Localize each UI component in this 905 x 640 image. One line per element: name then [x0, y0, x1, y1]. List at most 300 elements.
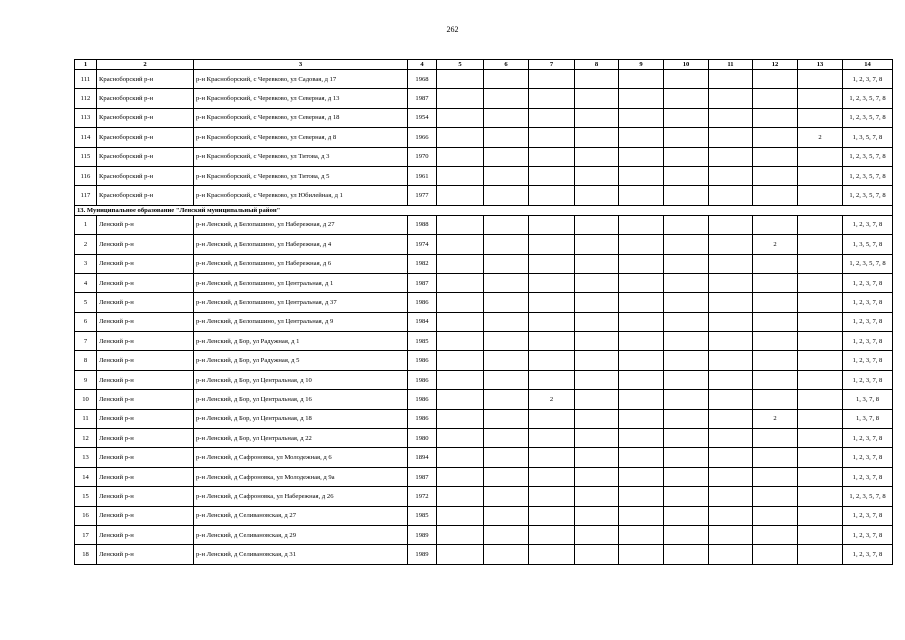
col-8-cell: [575, 370, 619, 389]
col-10-cell: [664, 487, 709, 506]
col-10-cell: [664, 128, 709, 147]
table-row: [75, 293, 893, 312]
year-cell: 1954: [408, 108, 437, 127]
address-cell: р-н Ленский, д Белопашино, ул Набережная, д 27: [194, 215, 408, 234]
address-cell: р-н Красноборский, с Черевково, ул Юбилейная, д 1: [194, 186, 408, 205]
col-11-cell: [709, 525, 753, 544]
measures-cell: 1, 3, 7, 8: [843, 409, 893, 428]
table-row: [75, 351, 893, 370]
col-5-cell: [437, 351, 484, 370]
col-11-cell: [709, 215, 753, 234]
year-cell: 1974: [408, 235, 437, 254]
col-13-cell: [798, 108, 843, 127]
table-row: [75, 186, 893, 205]
col-6-cell: [484, 166, 529, 185]
row-number: 7: [75, 332, 97, 351]
col-13-cell: [798, 429, 843, 448]
row-number: 3: [75, 254, 97, 273]
col-13-cell: [798, 467, 843, 486]
col-5-cell: [437, 235, 484, 254]
col-10-cell: [664, 293, 709, 312]
row-number: 2: [75, 235, 97, 254]
col-6-cell: [484, 448, 529, 467]
col-9-cell: [619, 525, 664, 544]
table-row: [75, 166, 893, 185]
address-cell: р-н Ленский, д Сафроновка, ул Молодежная, д 9а: [194, 467, 408, 486]
col-7-cell: [529, 448, 575, 467]
measures-cell: 1, 2, 3, 5, 7, 8: [843, 147, 893, 166]
row-number: 18: [75, 545, 97, 564]
table-row: [75, 235, 893, 254]
col-12-cell: [753, 332, 798, 351]
col-7-cell: [529, 273, 575, 292]
housing-table: [74, 59, 893, 565]
col-8-cell: [575, 128, 619, 147]
col-11-cell: [709, 390, 753, 409]
col-12-cell: [753, 273, 798, 292]
year-cell: 1966: [408, 128, 437, 147]
measures-cell: 1, 2, 3, 7, 8: [843, 545, 893, 564]
col-13-cell: [798, 506, 843, 525]
table-row: [75, 467, 893, 486]
col-9-cell: [619, 351, 664, 370]
col-11-cell: [709, 147, 753, 166]
col-5-cell: [437, 166, 484, 185]
col-13-cell: 2: [798, 128, 843, 147]
row-number: 15: [75, 487, 97, 506]
col-7-cell: [529, 467, 575, 486]
col-9-cell: [619, 293, 664, 312]
row-number: 17: [75, 525, 97, 544]
address-cell: р-н Красноборский, с Черевково, ул Северная, д 13: [194, 89, 408, 108]
col-9-cell: [619, 273, 664, 292]
col-7-cell: [529, 254, 575, 273]
col-9-cell: [619, 390, 664, 409]
year-cell: 1986: [408, 370, 437, 389]
col-5-cell: [437, 429, 484, 448]
district-cell: Ленский р-н: [97, 312, 194, 331]
col-9-cell: [619, 89, 664, 108]
col-9-cell: [619, 545, 664, 564]
col-10-cell: [664, 147, 709, 166]
measures-cell: 1, 2, 3, 5, 7, 8: [843, 254, 893, 273]
measures-cell: 1, 2, 3, 7, 8: [843, 293, 893, 312]
col-12-cell: [753, 70, 798, 89]
column-header-2: 2: [97, 60, 194, 70]
col-9-cell: [619, 332, 664, 351]
col-7-cell: [529, 487, 575, 506]
col-10-cell: [664, 312, 709, 331]
col-12-cell: [753, 351, 798, 370]
table-row: [75, 128, 893, 147]
row-number: 4: [75, 273, 97, 292]
col-8-cell: [575, 166, 619, 185]
col-11-cell: [709, 487, 753, 506]
table-row: [75, 448, 893, 467]
col-8-cell: [575, 467, 619, 486]
district-cell: Красноборский р-н: [97, 186, 194, 205]
row-number: 114: [75, 128, 97, 147]
row-number: 116: [75, 166, 97, 185]
measures-cell: 1, 3, 5, 7, 8: [843, 235, 893, 254]
col-6-cell: [484, 147, 529, 166]
year-cell: 1968: [408, 70, 437, 89]
col-11-cell: [709, 166, 753, 185]
table-body: [75, 60, 893, 565]
col-11-cell: [709, 448, 753, 467]
address-cell: р-н Красноборский, с Черевково, ул Северная, д 8: [194, 128, 408, 147]
year-cell: 1988: [408, 215, 437, 234]
col-10-cell: [664, 166, 709, 185]
col-13-cell: [798, 487, 843, 506]
measures-cell: 1, 2, 3, 7, 8: [843, 370, 893, 389]
district-cell: Ленский р-н: [97, 370, 194, 389]
measures-cell: 1, 2, 3, 7, 8: [843, 273, 893, 292]
col-7-cell: [529, 312, 575, 331]
col-5-cell: [437, 273, 484, 292]
address-cell: р-н Ленский, д Бор, ул Центральная, д 16: [194, 390, 408, 409]
column-header-13: 13: [798, 60, 843, 70]
col-12-cell: [753, 467, 798, 486]
column-header-1: 1: [75, 60, 97, 70]
col-13-cell: [798, 147, 843, 166]
column-header-7: 7: [529, 60, 575, 70]
address-cell: р-н Ленский, д Сафроновка, ул Молодежная, д 6: [194, 448, 408, 467]
col-6-cell: [484, 293, 529, 312]
col-6-cell: [484, 370, 529, 389]
col-10-cell: [664, 108, 709, 127]
col-10-cell: [664, 448, 709, 467]
col-8-cell: [575, 351, 619, 370]
col-11-cell: [709, 293, 753, 312]
table-row: [75, 312, 893, 331]
measures-cell: 1, 2, 3, 5, 7, 8: [843, 166, 893, 185]
address-cell: р-н Ленский, д Белопашино, ул Центральная, д 9: [194, 312, 408, 331]
table-row: [75, 215, 893, 234]
col-7-cell: [529, 128, 575, 147]
col-11-cell: [709, 235, 753, 254]
measures-cell: 1, 2, 3, 7, 8: [843, 525, 893, 544]
col-12-cell: [753, 215, 798, 234]
address-cell: р-н Ленский, д Селивановская, д 27: [194, 506, 408, 525]
row-number: 5: [75, 293, 97, 312]
col-13-cell: [798, 166, 843, 185]
col-10-cell: [664, 545, 709, 564]
col-7-cell: [529, 89, 575, 108]
col-7-cell: [529, 409, 575, 428]
col-11-cell: [709, 273, 753, 292]
address-cell: р-н Красноборский, с Черевково, ул Титова, д 5: [194, 166, 408, 185]
year-cell: 1982: [408, 254, 437, 273]
measures-cell: 1, 2, 3, 7, 8: [843, 332, 893, 351]
col-11-cell: [709, 70, 753, 89]
col-9-cell: [619, 235, 664, 254]
col-6-cell: [484, 525, 529, 544]
col-9-cell: [619, 128, 664, 147]
col-10-cell: [664, 70, 709, 89]
col-12-cell: [753, 448, 798, 467]
table-row: [75, 487, 893, 506]
col-13-cell: [798, 525, 843, 544]
col-12-cell: [753, 147, 798, 166]
table-row: [75, 525, 893, 544]
district-cell: Красноборский р-н: [97, 89, 194, 108]
col-6-cell: [484, 467, 529, 486]
column-header-9: 9: [619, 60, 664, 70]
col-6-cell: [484, 351, 529, 370]
col-6-cell: [484, 89, 529, 108]
col-6-cell: [484, 409, 529, 428]
col-8-cell: [575, 186, 619, 205]
address-cell: р-н Ленский, д Белопашино, ул Центральная, д 1: [194, 273, 408, 292]
header-row: [75, 60, 893, 70]
row-number: 1: [75, 215, 97, 234]
district-cell: Красноборский р-н: [97, 108, 194, 127]
address-cell: р-н Ленский, д Бор, ул Центральная, д 10: [194, 370, 408, 389]
col-10-cell: [664, 215, 709, 234]
district-cell: Красноборский р-н: [97, 70, 194, 89]
year-cell: 1970: [408, 147, 437, 166]
address-cell: р-н Ленский, д Селивановская, д 31: [194, 545, 408, 564]
col-5-cell: [437, 254, 484, 273]
col-8-cell: [575, 506, 619, 525]
col-12-cell: [753, 186, 798, 205]
row-number: 111: [75, 70, 97, 89]
col-13-cell: [798, 89, 843, 108]
year-cell: 1986: [408, 409, 437, 428]
column-header-14: 14: [843, 60, 893, 70]
table-row: [75, 89, 893, 108]
district-cell: Ленский р-н: [97, 235, 194, 254]
col-10-cell: [664, 409, 709, 428]
measures-cell: 1, 2, 3, 5, 7, 8: [843, 186, 893, 205]
col-12-cell: [753, 506, 798, 525]
district-cell: Ленский р-н: [97, 506, 194, 525]
col-8-cell: [575, 89, 619, 108]
row-number: 12: [75, 429, 97, 448]
column-header-5: 5: [437, 60, 484, 70]
col-13-cell: [798, 254, 843, 273]
col-9-cell: [619, 108, 664, 127]
table-row: [75, 108, 893, 127]
col-6-cell: [484, 70, 529, 89]
col-12-cell: [753, 293, 798, 312]
col-13-cell: [798, 351, 843, 370]
col-5-cell: [437, 370, 484, 389]
col-6-cell: [484, 215, 529, 234]
year-cell: 1987: [408, 89, 437, 108]
col-6-cell: [484, 108, 529, 127]
district-cell: Ленский р-н: [97, 545, 194, 564]
measures-cell: 1, 2, 3, 7, 8: [843, 506, 893, 525]
col-12-cell: [753, 545, 798, 564]
year-cell: 1987: [408, 273, 437, 292]
measures-cell: 1, 2, 3, 7, 8: [843, 351, 893, 370]
column-header-11: 11: [709, 60, 753, 70]
measures-cell: 1, 2, 3, 7, 8: [843, 215, 893, 234]
col-7-cell: [529, 506, 575, 525]
column-header-8: 8: [575, 60, 619, 70]
year-cell: 1972: [408, 487, 437, 506]
col-7-cell: [529, 166, 575, 185]
measures-cell: 1, 2, 3, 7, 8: [843, 448, 893, 467]
year-cell: 1987: [408, 467, 437, 486]
col-7-cell: [529, 235, 575, 254]
col-6-cell: [484, 128, 529, 147]
district-cell: Ленский р-н: [97, 525, 194, 544]
col-13-cell: [798, 235, 843, 254]
col-6-cell: [484, 254, 529, 273]
col-7-cell: [529, 351, 575, 370]
col-9-cell: [619, 215, 664, 234]
col-12-cell: [753, 108, 798, 127]
col-5-cell: [437, 506, 484, 525]
district-cell: Ленский р-н: [97, 254, 194, 273]
col-12-cell: 2: [753, 409, 798, 428]
col-6-cell: [484, 545, 529, 564]
district-cell: Ленский р-н: [97, 332, 194, 351]
column-header-12: 12: [753, 60, 798, 70]
row-number: 13: [75, 448, 97, 467]
year-cell: 1977: [408, 186, 437, 205]
col-7-cell: [529, 293, 575, 312]
col-6-cell: [484, 390, 529, 409]
col-7-cell: [529, 429, 575, 448]
col-11-cell: [709, 467, 753, 486]
col-10-cell: [664, 332, 709, 351]
col-13-cell: [798, 186, 843, 205]
row-number: 117: [75, 186, 97, 205]
col-9-cell: [619, 409, 664, 428]
row-number: 11: [75, 409, 97, 428]
col-12-cell: 2: [753, 235, 798, 254]
address-cell: р-н Красноборский, с Черевково, ул Северная, д 18: [194, 108, 408, 127]
col-5-cell: [437, 215, 484, 234]
col-6-cell: [484, 332, 529, 351]
col-8-cell: [575, 70, 619, 89]
col-13-cell: [798, 545, 843, 564]
table-row: [75, 506, 893, 525]
col-7-cell: 2: [529, 390, 575, 409]
col-5-cell: [437, 487, 484, 506]
row-number: 8: [75, 351, 97, 370]
col-13-cell: [798, 70, 843, 89]
col-8-cell: [575, 108, 619, 127]
row-number: 14: [75, 467, 97, 486]
col-10-cell: [664, 351, 709, 370]
district-cell: Ленский р-н: [97, 487, 194, 506]
district-cell: Красноборский р-н: [97, 128, 194, 147]
address-cell: р-н Ленский, д Белопашино, ул Центральная, д 37: [194, 293, 408, 312]
col-11-cell: [709, 506, 753, 525]
col-9-cell: [619, 312, 664, 331]
col-9-cell: [619, 370, 664, 389]
col-8-cell: [575, 525, 619, 544]
col-9-cell: [619, 147, 664, 166]
table-row: [75, 254, 893, 273]
column-header-4: 4: [408, 60, 437, 70]
measures-cell: 1, 2, 3, 7, 8: [843, 429, 893, 448]
col-5-cell: [437, 70, 484, 89]
col-10-cell: [664, 525, 709, 544]
col-10-cell: [664, 273, 709, 292]
year-cell: 1894: [408, 448, 437, 467]
district-cell: Красноборский р-н: [97, 166, 194, 185]
column-header-3: 3: [194, 60, 408, 70]
col-7-cell: [529, 147, 575, 166]
row-number: 113: [75, 108, 97, 127]
address-cell: р-н Красноборский, с Черевково, ул Садовая, д 17: [194, 70, 408, 89]
col-8-cell: [575, 147, 619, 166]
col-7-cell: [529, 186, 575, 205]
table-row: [75, 332, 893, 351]
row-number: 10: [75, 390, 97, 409]
address-cell: р-н Красноборский, с Черевково, ул Титова, д 3: [194, 147, 408, 166]
col-13-cell: [798, 215, 843, 234]
col-11-cell: [709, 186, 753, 205]
col-9-cell: [619, 186, 664, 205]
col-12-cell: [753, 254, 798, 273]
col-6-cell: [484, 429, 529, 448]
col-5-cell: [437, 545, 484, 564]
measures-cell: 1, 2, 3, 5, 7, 8: [843, 487, 893, 506]
col-5-cell: [437, 390, 484, 409]
col-10-cell: [664, 429, 709, 448]
measures-cell: 1, 2, 3, 7, 8: [843, 70, 893, 89]
col-12-cell: [753, 312, 798, 331]
table-row: [75, 370, 893, 389]
col-11-cell: [709, 89, 753, 108]
district-cell: Ленский р-н: [97, 409, 194, 428]
district-cell: Ленский р-н: [97, 448, 194, 467]
col-13-cell: [798, 332, 843, 351]
col-9-cell: [619, 254, 664, 273]
col-10-cell: [664, 370, 709, 389]
col-10-cell: [664, 186, 709, 205]
row-number: 115: [75, 147, 97, 166]
col-9-cell: [619, 429, 664, 448]
col-9-cell: [619, 166, 664, 185]
col-7-cell: [529, 525, 575, 544]
col-10-cell: [664, 467, 709, 486]
col-7-cell: [529, 370, 575, 389]
col-13-cell: [798, 448, 843, 467]
measures-cell: 1, 2, 3, 7, 8: [843, 312, 893, 331]
measures-cell: 1, 2, 3, 5, 7, 8: [843, 108, 893, 127]
col-11-cell: [709, 409, 753, 428]
year-cell: 1985: [408, 332, 437, 351]
section-title: 13. Муниципальное образование "Ленский муниципальный район": [75, 205, 893, 215]
year-cell: 1980: [408, 429, 437, 448]
district-cell: Ленский р-н: [97, 215, 194, 234]
col-11-cell: [709, 312, 753, 331]
col-10-cell: [664, 254, 709, 273]
col-10-cell: [664, 506, 709, 525]
year-cell: 1989: [408, 545, 437, 564]
col-5-cell: [437, 448, 484, 467]
address-cell: р-н Ленский, д Бор, ул Центральная, д 18: [194, 409, 408, 428]
address-cell: р-н Ленский, д Бор, ул Радужная, д 1: [194, 332, 408, 351]
col-11-cell: [709, 254, 753, 273]
col-7-cell: [529, 215, 575, 234]
address-cell: р-н Ленский, д Бор, ул Радужная, д 5: [194, 351, 408, 370]
col-12-cell: [753, 390, 798, 409]
col-9-cell: [619, 467, 664, 486]
col-8-cell: [575, 390, 619, 409]
table-row: [75, 70, 893, 89]
col-13-cell: [798, 409, 843, 428]
col-12-cell: [753, 166, 798, 185]
